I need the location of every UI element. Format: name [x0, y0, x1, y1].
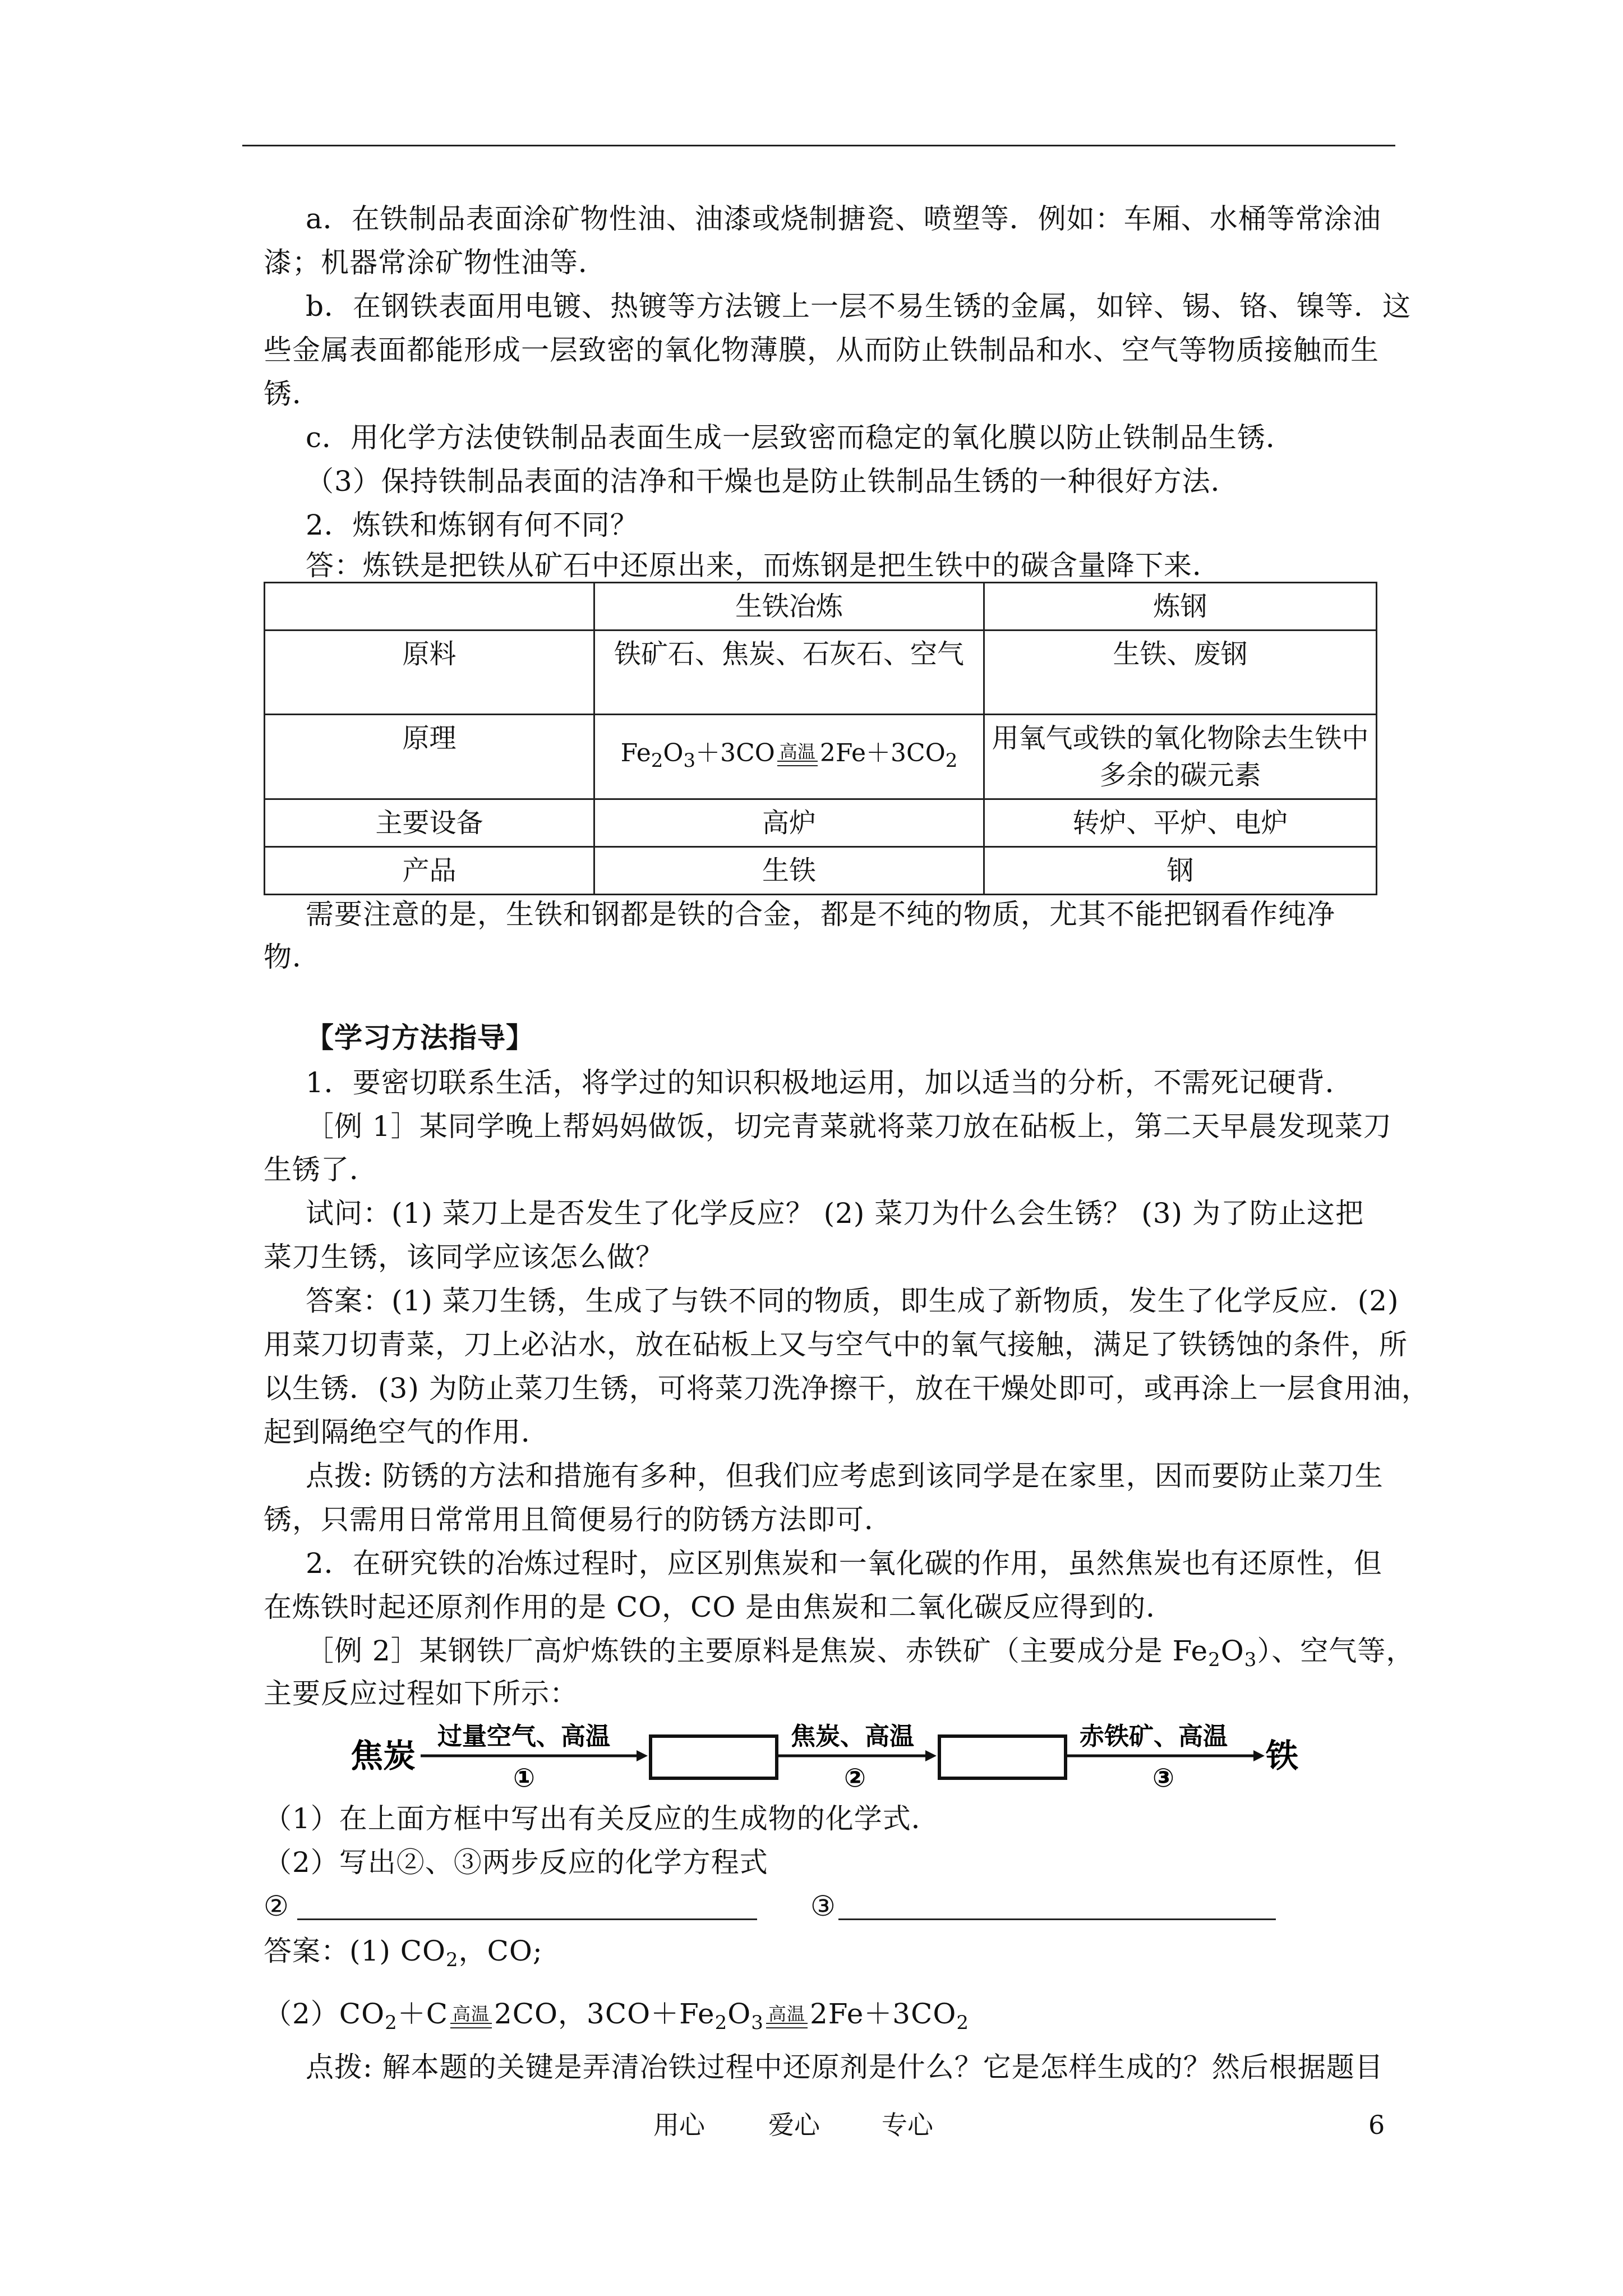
equation-cell [594, 715, 984, 799]
table-row [265, 847, 1377, 895]
question-line: （1）在上面方框中写出有关反应的生成物的化学式． [264, 1802, 940, 1835]
paragraph-line: 试问：(1) 菜刀上是否发生了化学反应？ (2) 菜刀为什么会生锈？ (3) 为了防止这把 [306, 1197, 1364, 1230]
eq-subscript: 3 [683, 749, 696, 772]
flow-box-2[interactable] [939, 1736, 1066, 1778]
subscript: 3 [751, 2012, 764, 2034]
flow-step1-number: ① [513, 1763, 535, 1792]
paragraph-line: 用菜刀切青菜，刀上必沾水，放在砧板上又与空气中的氧气接触，满足了铁锈蚀的条件，所 [264, 1328, 1408, 1361]
answer-blank-2[interactable] [297, 1918, 757, 1920]
eq-subscript: 2 [651, 749, 663, 772]
table-cell: 产品 [265, 847, 594, 895]
text-part: ［例 2］某钢铁厂高炉炼铁的主要原料是焦炭、赤铁矿（主要成分是 Fe [306, 1635, 1209, 1667]
reaction-condition: 高温 [766, 2005, 808, 2023]
table-cell: 钢 [984, 847, 1377, 895]
table-cell: 主要设备 [265, 799, 594, 847]
arrowhead-icon [925, 1750, 937, 1761]
text-part: O [727, 1998, 751, 2030]
table-cell: 原料 [265, 631, 594, 715]
subscript: 2 [956, 2012, 970, 2034]
table-header: 生铁冶炼 [594, 583, 984, 631]
eq-part: Fe [620, 738, 651, 767]
arrowhead-icon [637, 1750, 648, 1761]
paragraph-line: （3）保持铁制品表面的洁净和干燥也是防止铁制品生锈的一种很好方法． [306, 465, 1239, 498]
question-line: （2）写出②、③两步反应的化学方程式 [264, 1846, 768, 1879]
subscript: 3 [1244, 1649, 1257, 1671]
paragraph-line: ［例 1］某同学晚上帮妈妈做饭，切完青菜就将菜刀放在砧板上，第二天早晨发现菜刀 [306, 1110, 1392, 1143]
footer-slogan-2: 爱心 [768, 2110, 820, 2140]
paragraph-line: 漆；机器常涂矿物性油等． [264, 246, 607, 279]
flow-step3-condition: 赤铁矿、高温 [1080, 1722, 1228, 1751]
arrowhead-icon [1253, 1750, 1265, 1761]
header-rule [242, 145, 1395, 146]
eq-part: O [663, 738, 684, 767]
table-cell: 生铁、废钢 [984, 631, 1377, 715]
text-part: ＋C [397, 1998, 448, 2030]
paragraph-line: 在炼铁时起还原剂作用的是 CO，CO 是由焦炭和二氧化碳反应得到的． [264, 1591, 1175, 1623]
table-row [265, 583, 1377, 631]
reaction-condition: 高温 [777, 743, 818, 761]
table-cell: 高炉 [594, 799, 984, 847]
flow-step2-condition: 焦炭、高温 [791, 1722, 914, 1751]
table-header: 炼钢 [984, 583, 1377, 631]
paragraph-line: a．在铁制品表面涂矿物性油、油漆或烧制搪瓷、喷塑等．例如：车厢、水桶等常涂油 [306, 203, 1381, 235]
eq-part: 2Fe＋3CO [819, 738, 946, 767]
reaction-condition: 高温 [450, 2005, 492, 2023]
paragraph-line: 主要反应过程如下所示： [264, 1677, 578, 1710]
eq-part: ＋3CO [695, 738, 775, 767]
paragraph-line: 2．在研究铁的冶炼过程时，应区别焦炭和一氧化碳的作用，虽然焦炭也有还原性，但 [306, 1547, 1382, 1580]
text-part: 2Fe＋3CO [809, 1998, 957, 2030]
footer-slogan-3: 专心 [882, 2110, 933, 2140]
table-cell: 生铁 [594, 847, 984, 895]
paragraph-line: 点拨: 防锈的方法和措施有多种，但我们应考虑到该同学是在家里，因而要防止菜刀生 [306, 1460, 1384, 1492]
answer-line-2 [264, 1997, 1385, 2040]
flow-start-label: 焦炭 [351, 1737, 416, 1775]
text-part: ，CO; [458, 1935, 543, 1967]
text-part: O [1220, 1635, 1244, 1667]
paragraph-line: 点拨: 解本题的关键是弄清冶铁过程中还原剂是什么？它是怎样生成的？然后根据题目 [306, 2051, 1384, 2083]
blank-label: ② [264, 1890, 289, 1922]
flow-step2-number: ② [844, 1763, 866, 1792]
footer-slogan-1: 用心 [653, 2110, 705, 2140]
section-title: 【学习方法指导】 [306, 1022, 534, 1054]
paragraph-line: 2．炼铁和炼钢有何不同？ [306, 509, 639, 541]
blank-label: ③ [810, 1890, 836, 1922]
text-part: （2）CO [264, 1998, 385, 2030]
paragraph-line: 以生锈．(3) 为防止菜刀生锈，可将菜刀洗净擦干，放在干燥处即可，或再涂上一层食用油， [264, 1372, 1430, 1405]
table-cell [265, 583, 594, 631]
subscript: 2 [1208, 1649, 1221, 1671]
paragraph-line: 生锈了． [264, 1153, 378, 1186]
subscript: 2 [385, 2012, 398, 2034]
paragraph-line: c．用化学方法使铁制品表面生成一层致密而稳定的氧化膜以防止铁制品生锈． [306, 421, 1295, 454]
flow-end-label: 铁 [1266, 1737, 1299, 1775]
flow-step3-number: ③ [1152, 1763, 1174, 1792]
flow-step1-condition: 过量空气、高温 [437, 1722, 610, 1751]
paragraph-line: 需要注意的是，生铁和钢都是铁的合金，都是不纯的物质，尤其不能把钢看作纯净 [306, 898, 1335, 931]
paragraph-line: 锈． [264, 378, 321, 410]
paragraph-line: 答：炼铁是把铁从矿石中还原出来，而炼钢是把生铁中的碳含量降下来． [306, 549, 1221, 582]
iron-steel-comparison-table [264, 582, 1377, 895]
page-number: 6 [1368, 2110, 1385, 2140]
reaction-flow-diagram [351, 1719, 1310, 1792]
table-cell: 铁矿石、焦炭、石灰石、空气 [594, 631, 984, 715]
paragraph-line: 菜刀生锈，该同学应该怎么做？ [264, 1241, 664, 1273]
paragraph-line: 起到隔绝空气的作用． [264, 1416, 550, 1448]
table-cell: 原理 [265, 715, 594, 799]
table-row [265, 799, 1377, 847]
paragraph-line: 1．要密切联系生活，将学过的知识积极地运用，加以适当的分析，不需死记硬背． [306, 1066, 1354, 1099]
flow-svg [351, 1719, 1310, 1792]
paragraph-line: 物． [264, 941, 321, 973]
answer-line-1 [264, 1934, 1385, 1977]
table-row [265, 715, 1377, 799]
text-part: 答案：(1) CO [264, 1935, 446, 1967]
subscript: 2 [714, 2012, 728, 2034]
paragraph-line [306, 1634, 1415, 1677]
paragraph-line: 锈，只需用日常常用且简便易行的防锈方法即可． [264, 1503, 893, 1536]
text-part: 2CO，3CO＋Fe [494, 1998, 715, 2030]
table-row [265, 631, 1377, 715]
table-cell: 用氧气或铁的氧化物除去生铁中多余的碳元素 [984, 715, 1377, 799]
paragraph-line: b．在钢铁表面用电镀、热镀等方法镀上一层不易生锈的金属，如锌、锡、铬、镍等．这 [306, 290, 1412, 323]
flow-box-1[interactable] [651, 1736, 777, 1778]
paragraph-line: 答案：(1) 菜刀生锈，生成了与铁不同的物质，即生成了新物质，发生了化学反应．(2) [306, 1285, 1399, 1317]
table-cell: 转炉、平炉、电炉 [984, 799, 1377, 847]
answer-blank-3[interactable] [838, 1918, 1276, 1920]
paragraph-line: 些金属表面都能形成一层致密的氧化物薄膜，从而防止铁制品和水、空气等物质接触而生 [264, 334, 1379, 366]
text-part: ）、空气等， [1257, 1635, 1415, 1667]
subscript: 2 [445, 1949, 459, 1971]
eq-subscript: 2 [945, 749, 958, 772]
